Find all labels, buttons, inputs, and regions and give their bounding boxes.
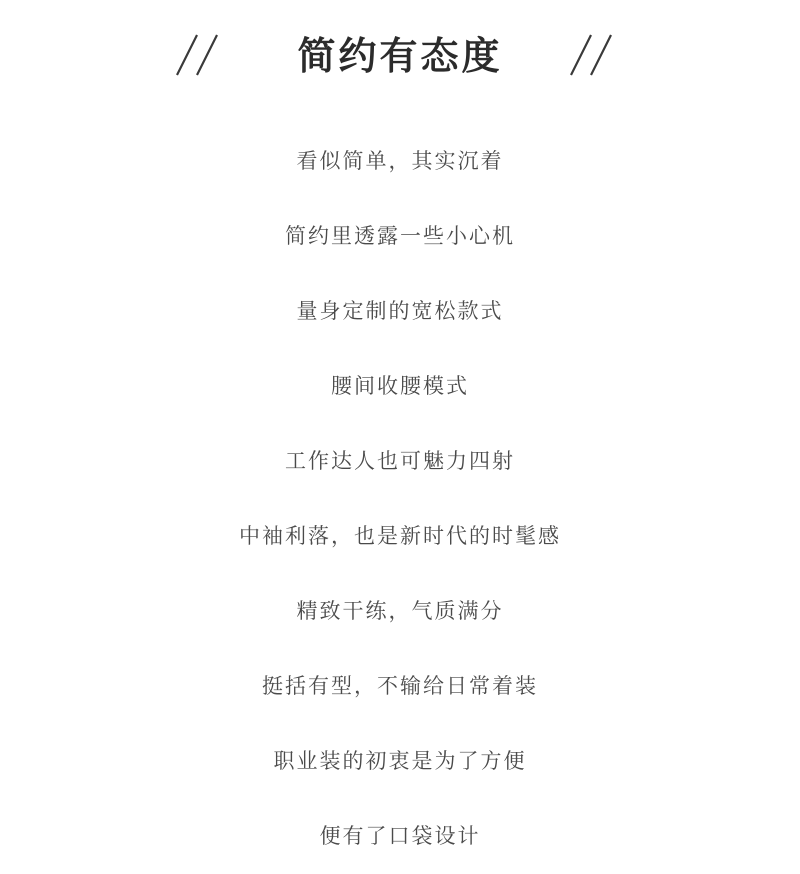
description-line: 工作达人也可魅力四射	[285, 450, 515, 473]
description-line: 便有了口袋设计	[319, 825, 481, 848]
description-line: 挺括有型，不输给日常着装	[262, 675, 538, 698]
page-title: 简约有态度	[297, 36, 503, 78]
double-slash-icon	[569, 29, 625, 85]
description-line: 量身定制的宽松款式	[296, 300, 504, 323]
description-line: 职业装的初衷是为了方便	[273, 750, 527, 773]
description-line: 简约里透露一些小心机	[285, 225, 515, 248]
description-line: 腰间收腰模式	[331, 375, 469, 398]
description-line: 精致干练，气质满分	[296, 600, 504, 623]
double-slash-icon	[175, 29, 231, 85]
title-row	[0, 22, 800, 92]
description-block	[0, 124, 800, 874]
description-line: 中袖利落，也是新时代的时髦感	[239, 525, 561, 548]
description-line: 看似简单，其实沉着	[296, 150, 504, 173]
